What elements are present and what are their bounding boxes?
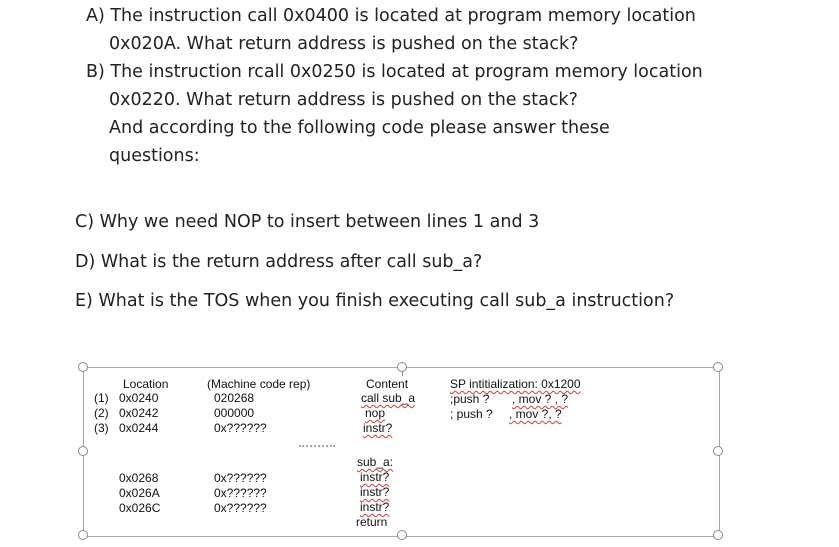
question-a-line2: 0x020A. What return address is pushed on the stack? <box>109 34 579 54</box>
question-b-line2: 0x0220. What return address is pushed on the stack? <box>109 90 578 110</box>
sp-mov-line: , mov ? , ? <box>512 392 569 406</box>
resize-handle-bottom-right[interactable] <box>713 530 723 540</box>
content-line: call sub_a <box>361 391 416 405</box>
row-location: 0x0240 <box>119 391 159 405</box>
intro-line1: And according to the following code please answer these <box>109 118 610 138</box>
location-header: Location <box>123 377 169 391</box>
question-c: C) Why we need NOP to insert between lines 1 and 3 <box>75 212 540 232</box>
machine-code-header: (Machine code rep) <box>207 377 311 391</box>
machine-code: 0x?????? <box>214 471 267 485</box>
question-a-line1: A) The instruction call 0x0400 is located at program memory location <box>86 6 696 26</box>
machine-code: 0x?????? <box>214 486 267 500</box>
question-e: E) What is the TOS when you finish executing call sub_a instruction? <box>75 291 675 311</box>
row-location: 0x026A <box>119 486 160 500</box>
content-line: sub_a: <box>357 455 394 469</box>
resize-handle-middle-right[interactable] <box>713 446 723 456</box>
sp-push-line: ;push ? <box>450 392 490 406</box>
machine-code: 0x?????? <box>214 421 267 435</box>
content-line: instr? <box>360 500 390 514</box>
sp-push-line: ; push ? <box>450 407 493 421</box>
intro-line2: questions: <box>109 146 200 166</box>
content-line: instr? <box>360 485 390 499</box>
row-location: 0x0244 <box>119 421 159 435</box>
machine-code: 020268 <box>214 391 255 405</box>
question-b-line1: B) The instruction rcall 0x0250 is located at program memory location <box>86 62 703 82</box>
content-line: instr? <box>360 470 390 484</box>
resize-handle-bottom-center[interactable] <box>397 530 407 540</box>
resize-handle-top-left[interactable] <box>78 362 88 372</box>
content-line: nop <box>365 406 386 420</box>
row-index: (1) <box>94 391 109 405</box>
ellipsis-dots <box>299 445 335 447</box>
resize-handle-top-center[interactable] <box>397 362 407 372</box>
resize-handle-middle-left[interactable] <box>78 446 88 456</box>
resize-handle-top-right[interactable] <box>713 362 723 372</box>
machine-code: 0x?????? <box>214 501 267 515</box>
machine-code: 000000 <box>214 406 255 420</box>
question-d: D) What is the return address after call sub_a? <box>75 252 483 272</box>
content-line: instr? <box>363 421 393 435</box>
resize-handle-bottom-left[interactable] <box>78 530 88 540</box>
sp-mov-line: , mov ?, ? <box>509 407 562 421</box>
content-line: return <box>356 515 388 529</box>
row-location: 0x0268 <box>119 471 159 485</box>
row-location: 0x026C <box>119 501 161 515</box>
content-header: Content <box>366 377 409 391</box>
row-index: (2) <box>94 406 109 420</box>
sp-init-label: SP intitialization: 0x1200 <box>450 377 581 391</box>
row-index: (3) <box>94 421 109 435</box>
row-location: 0x0242 <box>119 406 159 420</box>
